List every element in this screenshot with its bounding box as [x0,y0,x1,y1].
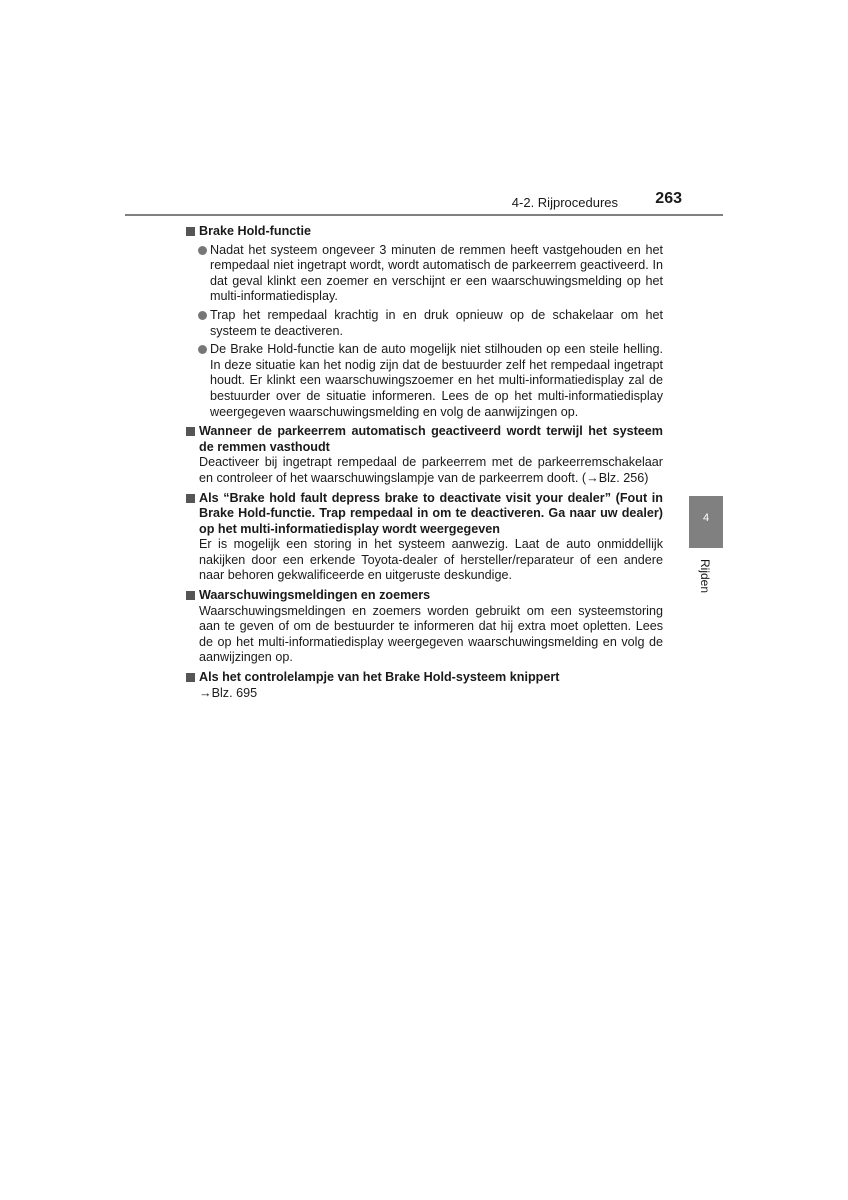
section-heading: Wanneer de parkeerrem automatisch geactiveerd wordt terwijl het systeem de remmen vasthoudt [185,424,663,455]
page-reference: →Blz. 695 [199,685,258,700]
chapter-label: Rijden [698,558,712,594]
square-bullet-icon [186,227,195,236]
list-item: Nadat het systeem ongeveer 3 minuten de remmen heeft vastgehouden en het rempedaal niet ingetrapt wordt, wordt automatisch de parkeerrem geactiveerd. In dat geval klinkt een zoemer en verschijnt er een waarschuwingsmelding op het multi-informatiedisplay. [198,243,663,305]
square-bullet-icon [186,673,195,682]
section-brake-hold-fault [185,491,663,585]
section-indicator-blinks [185,670,663,701]
section-brake-hold [185,224,663,420]
square-bullet-icon [186,427,195,436]
section-body: Waarschuwingsmeldingen en zoemers worden gebruikt om een systeemstoring aan te geven of om de bestuurder te informeren dat hij extra moet opletten. Lees de op het multi-informatiedisplay weergegeven waarschuwingsmelding en volg de aanwijzingen op. [199,603,663,665]
section-body: Er is mogelijk een storing in het systeem aanwezig. Laat de auto onmiddellijk nakijken door een erkende Toyota-dealer of hersteller/reparateur of een andere naar behoren gekwalificeerde en uitgeruste deskundige. [199,537,663,583]
section-heading: Als het controlelampje van het Brake Hold-systeem knippert [185,670,663,686]
section-title: 4-2. Rijprocedures [511,195,618,210]
section-heading: Brake Hold-functie [185,224,663,240]
section-heading: Waarschuwingsmeldingen en zoemers [185,588,663,604]
chapter-number: 4 [702,512,710,524]
section-heading: Als “Brake hold fault depress brake to deactivate visit your dealer” (Fout in Brake Hold-functie. Trap rempedaal in om te deactiveren. Ga naar uw dealer) op het multi-informatiedisplay wordt weergegeven [185,491,663,538]
section-body: Deactiveer bij ingetrapt rempedaal de parkeerrem met de parkeerremschakelaar en controleer of het waarschuwingslampje van de parkeerrem dooft. (→Blz. 256) [199,455,663,485]
page-number: 263 [655,190,682,207]
square-bullet-icon [186,494,195,503]
list-item: Trap het rempedaal krachtig in en druk opnieuw op de schakelaar om het systeem te deactiveren. [198,308,663,339]
round-bullet-icon [198,311,207,320]
square-bullet-icon [186,591,195,600]
round-bullet-icon [198,345,207,354]
header-rule [125,214,723,216]
section-warnings [185,588,663,666]
round-bullet-icon [198,246,207,255]
section-parking-brake [185,424,663,486]
chapter-tab [689,496,723,548]
chapter-label-container [698,556,712,596]
page-header [125,188,723,216]
list-item: De Brake Hold-functie kan de auto mogelijk niet stilhouden op een steile helling. In deze situatie kan het nodig zijn dat de bestuurder zelf het rempedaal ingetrapt houdt. Er klinkt een waarschuwingszoemer en het multi-informatiedisplay zal de bestuurder over de situatie informeren. Lees de op het multi-informatiedisplay weergegeven waarschuwingsmelding en volg de aanwijzingen op. [198,342,663,420]
page-content [185,224,663,701]
